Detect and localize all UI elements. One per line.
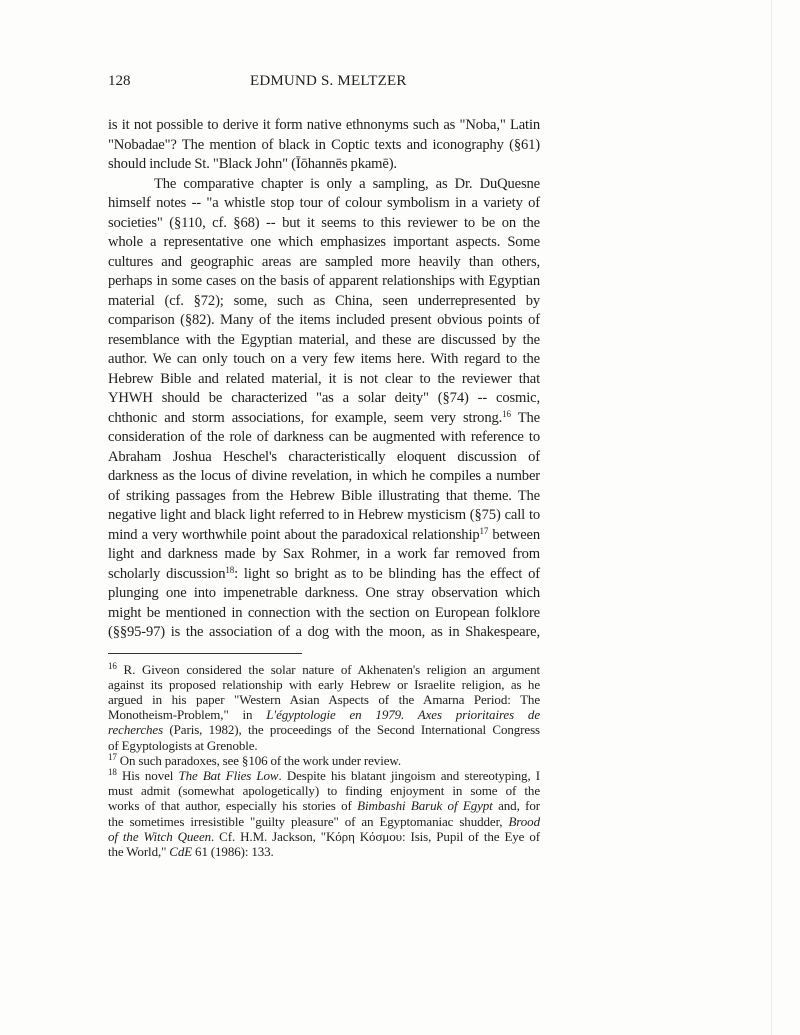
footnote-number: 18 (108, 766, 117, 777)
footnote-line: of Egyptologists at Grenoble. (108, 737, 258, 753)
body-line: perhaps in some cases on the basis of apparent relationships with Egyptian (108, 273, 540, 289)
page-content (108, 116, 540, 859)
footnote-title: Brood (508, 813, 540, 829)
footnote-title: CdE (169, 843, 193, 859)
footnote-line (108, 814, 540, 829)
body-line: consideration of the role of darkness can be augmented with reference to (108, 429, 540, 445)
body-line-text: chthonic and storm associations, for example, seem very strong. (108, 409, 503, 426)
body-line-text: between (488, 526, 540, 543)
footnote-text: and, for (492, 798, 540, 814)
footnote-line (108, 844, 540, 859)
body-line (108, 565, 540, 585)
body-line: might be mentioned in connection with the section on European folklore (108, 604, 540, 621)
footnote-line (108, 829, 540, 844)
footnote-title: The Bat Flies Low (178, 767, 279, 783)
footnote-text: On such paradoxes, see §106 of the work under review. (116, 752, 401, 768)
body-line: Abraham Joshua Heschel's characteristically eloquent discussion of (108, 448, 540, 465)
footnote-line: must admit (somewhat apologetically) to finding enjoyment in some of the (108, 783, 540, 799)
body-line: whole a representative one which emphasizes important aspects. Some (108, 234, 540, 250)
body-line: author. We can only touch on a very few items here. With regard to the (108, 351, 540, 367)
body-line: resemblance with the Egyptian material, and these are discussed by the (108, 331, 540, 348)
body-line: "Nobadae"? The mention of black in Coptic texts and iconography (§61) (108, 136, 540, 153)
footnote-line: argued in his paper "Western Asian Aspects of the Amarna Period: The (108, 691, 540, 707)
footnote-ref-17[interactable]: 17 (479, 525, 489, 536)
footnotes (108, 662, 540, 860)
running-header (108, 73, 538, 93)
footnote-text: . Cf. H.M. Jackson, "Κόρη Κόσμου: Isis, Pupil of the Eye of (211, 828, 540, 844)
body-line: negative light and black light referred to in Hebrew mysticism (§75) call to (108, 507, 540, 523)
footnote-title: Bimbashi Baruk of Egypt (357, 798, 493, 814)
scan-edge (771, 0, 772, 1035)
footnote-text: . Despite his blatant jingoism and stereotyping, I (278, 767, 540, 783)
body-line: material (cf. §72); some, such as China, seen underrepresented by (108, 292, 540, 309)
footnote-number: 16 (108, 660, 117, 671)
body-line: YHWH should be characterized "as a solar deity" (§74) -- cosmic, (108, 390, 540, 406)
footnote-text: 61 (1986): 133. (192, 843, 274, 859)
running-head-author: EDMUND S. MELTZER (250, 73, 407, 89)
body-line: should include St. "Black John" (Īōhannēs pkamē). (108, 156, 397, 172)
footnote-text: the World," (108, 843, 170, 859)
body-line: himself notes -- "a whistle stop tour of colour symbolism in a variety of (108, 195, 540, 211)
footnote-text: His novel (116, 767, 179, 783)
footnote-text: R. Giveon considered the solar nature of Akhenaten's religion an argument (116, 661, 540, 677)
body-line: societies" (§110, cf. §68) -- but it seems to this reviewer to be on the (108, 214, 540, 231)
body-line: of striking passages from the Hebrew Bible illustrating that theme. The (108, 487, 540, 504)
footnote-text: the sometimes irresistible "guilty pleasure" of an Egyptomaniac shudder, (108, 813, 509, 829)
footnote-16 (108, 662, 540, 677)
body-line: cultures and geographic areas are sampled more heavily than others, (108, 253, 540, 270)
page-number: 128 (108, 73, 131, 89)
body-line (108, 409, 540, 429)
footnote-title: of the Witch Queen (108, 828, 212, 844)
footnote-ref-18[interactable]: 18 (225, 564, 235, 575)
body-line-text: The (510, 409, 540, 426)
footnote-title: recherches (108, 722, 164, 738)
footnote-line: against its proposed relationship with early Hebrew or Israelite religion, as he (108, 676, 540, 692)
body-line: plunging one into impenetrable darkness. One stray observation which (108, 585, 540, 601)
footnote-line (108, 707, 540, 722)
body-line: Hebrew Bible and related material, it is not clear to the reviewer that (108, 370, 540, 387)
body-line: darkness as the locus of divine revelation, in which he compiles a number (108, 468, 540, 484)
body-line: (§§95-97) is the association of a dog with the moon, as in Shakespeare, (108, 624, 540, 640)
footnote-text: Monotheism-Problem," in (108, 707, 267, 723)
body-line-text: : light so bright as to be blinding has the effect of (234, 565, 540, 582)
footnote-title: L'égyptologie en 1979. Axes prioritaires de (266, 707, 540, 723)
body-line: is it not possible to derive it form native ethnonyms such as "Noba," Latin (108, 117, 540, 133)
body-line (108, 526, 540, 546)
body-line-text: scholarly discussion (108, 565, 226, 582)
body-text (108, 116, 540, 643)
footnote-17 (108, 753, 540, 768)
body-line: light and darkness made by Sax Rohmer, in a work far removed from (108, 546, 540, 562)
footnote-line (108, 798, 540, 813)
footnote-18 (108, 768, 540, 783)
body-line: The comparative chapter is only a sampling, as Dr. DuQuesne (154, 175, 540, 192)
footnote-line (108, 722, 540, 737)
footnote-separator (108, 653, 302, 654)
footnote-text: (Paris, 1982), the proceedings of the Second International Congress (163, 722, 540, 738)
footnote-number: 17 (108, 751, 117, 762)
footnote-text: works of that author, especially his stories of (108, 798, 358, 814)
body-line: comparison (§82). Many of the items included present obvious points of (108, 312, 540, 328)
footnote-ref-16[interactable]: 16 (502, 408, 511, 419)
body-line-text: mind a very worthwhile point about the paradoxical relationship (108, 526, 480, 543)
